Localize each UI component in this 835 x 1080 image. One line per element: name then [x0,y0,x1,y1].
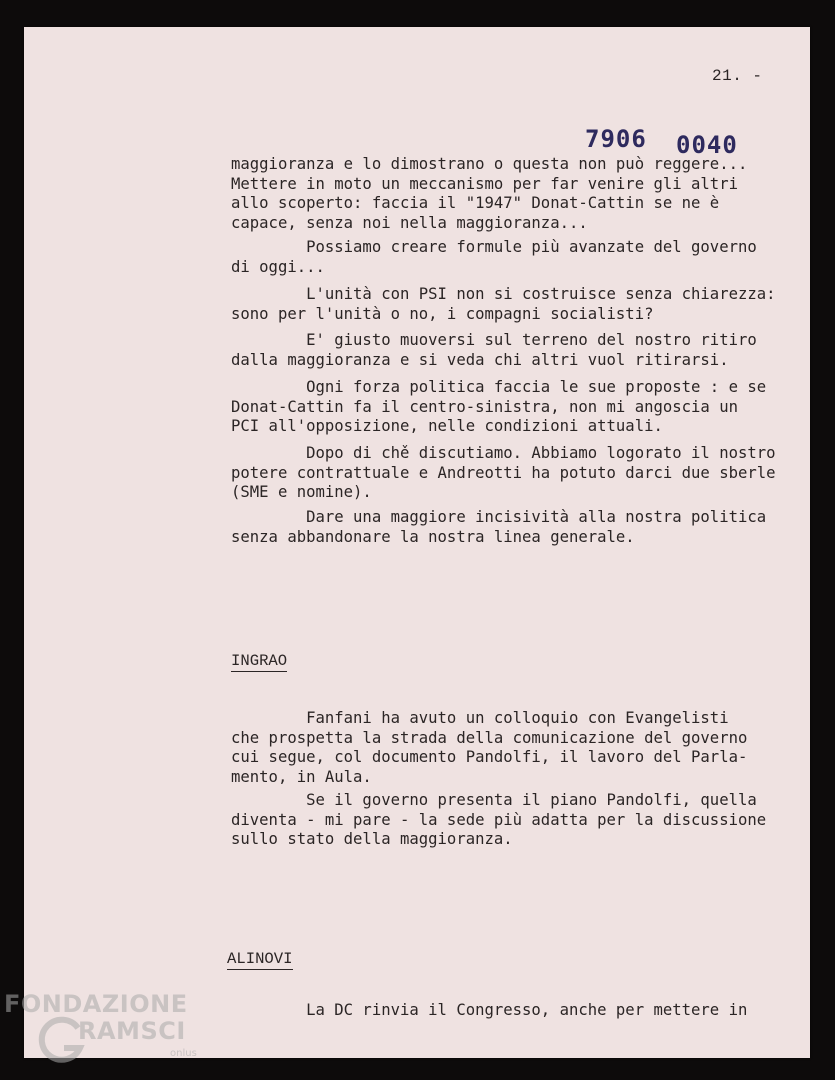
paragraph: Ogni forza politica faccia le sue proposte : e se Donat-Cattin fa il centro-sinistra, non mi angoscia un PCI all'opposizione, nelle condizioni attuali. [231,378,767,435]
watermark-line-2: RAMSCI [78,1017,186,1045]
paragraph: La DC rinvia il Congresso, anche per mettere in [231,1001,748,1019]
speaker-heading-alinovi: ALINOVI [227,950,293,968]
paragraph: Se il governo presenta il piano Pandolfi, quella diventa - mi pare - la sede più adatta per la discussione sullo stato della maggioranza. [231,791,767,848]
paragraph: Dopo di chě discutiamo. Abbiamo logorato il nostro potere contrattuale e Andreotti ha potuto darci due sberle (SME e nomine). [231,444,776,501]
document-page [24,27,810,1058]
watermark-onlus: onlus [170,1048,197,1059]
paragraph: E' giusto muoversi sul terreno del nostro ritiro dalla maggioranza e si veda chi altri vuol ritirarsi. [231,331,757,369]
watermark-line-1: FONDAZIONE [4,990,188,1018]
paragraph: Fanfani ha avuto un colloquio con Evangelisti che prospetta la strada della comunicazione del governo cui segue, col documento Pandolfi, il lavoro del Parla- mento, in Aula. [231,709,748,786]
archive-stamp-number-2: 0040 [676,131,738,159]
paragraph: maggioranza e lo dimostrano o questa non può reggere... Mettere in moto un meccanismo per far venire gli altri allo scoperto: faccia il "1947" Donat-Cattin se ne è capace, senza noi nella maggioranza... [231,155,748,232]
speaker-heading-ingrao: INGRAO [231,652,288,670]
page-number: 21. - [712,67,763,85]
paragraph: Dare una maggiore incisività alla nostra politica senza abbandonare la nostra linea generale. [231,508,767,546]
paragraph: L'unità con PSI non si costruisce senza chiarezza: sono per l'unità o no, i compagni socialisti? [231,285,776,323]
archive-stamp-number-1: 7906 [585,125,647,153]
fondazione-gramsci-watermark [4,990,197,1059]
paragraph: Possiamo creare formule più avanzate del governo di oggi... [231,238,757,276]
